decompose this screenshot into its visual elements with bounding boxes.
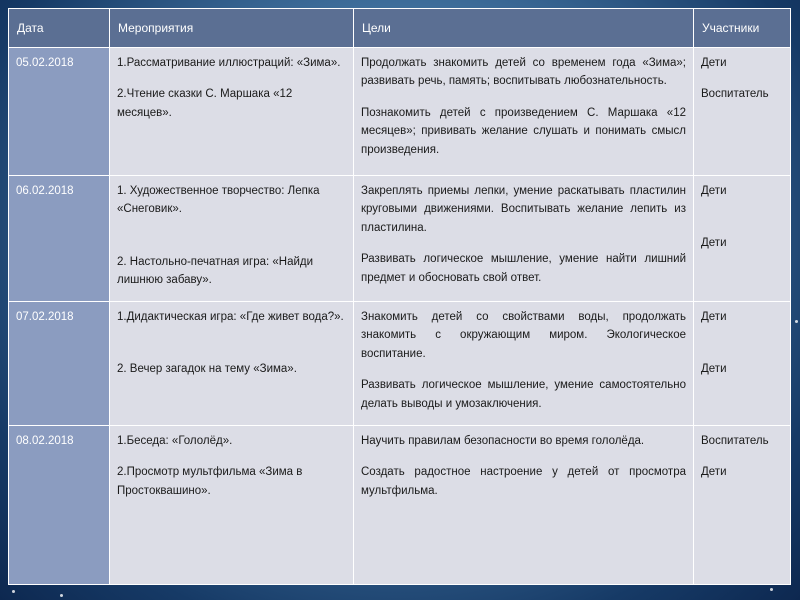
goal-item: Развивать логическое мышление, умение самостоятельно делать выводы и умозаключения.	[361, 379, 686, 410]
goal-item: Знакомить детей со свойствами воды, продолжать знакомить с окружающим миром. Экологическое воспитание.	[361, 311, 686, 360]
event-item: 1. Художественное творчество: Лепка «Снеговик».	[117, 185, 320, 216]
date-cell: 07.02.2018	[9, 302, 110, 426]
event-item: 1.Рассматривание иллюстраций: «Зима».	[117, 57, 341, 69]
participant-item: Дети	[701, 237, 727, 250]
participants-cell	[694, 426, 791, 585]
goal-item: Научить правилам безопасности во время гололёда.	[361, 435, 645, 447]
participant-item: Дети	[701, 311, 727, 323]
date-cell: 05.02.2018	[9, 48, 110, 176]
event-item: 2.Просмотр мультфильма «Зима в Простоквашино».	[117, 466, 303, 497]
participants-cell	[694, 176, 791, 302]
background-sparkle	[12, 590, 15, 593]
participant-item: Дети	[701, 185, 727, 197]
participant-item: Воспитатель	[701, 88, 769, 101]
schedule-table	[8, 8, 791, 585]
goal-item: Создать радостное настроение у детей от просмотра мультфильма.	[361, 466, 686, 497]
header-date: Дата	[9, 9, 110, 48]
event-item: 2. Настольно-печатная игра: «Найди лишнюю забаву».	[117, 255, 314, 287]
participant-item: Дети	[701, 363, 727, 376]
background-sparkle	[60, 594, 63, 597]
table-row	[9, 176, 791, 302]
participant-item: Дети	[701, 57, 727, 69]
background-sparkle	[795, 320, 798, 323]
goals-cell	[354, 48, 694, 176]
goal-item: Продолжать знакомить детей со временем года «Зима»; развивать речь, память; воспитывать любознательность.	[361, 57, 686, 88]
participant-item: Воспитатель	[701, 435, 769, 447]
events-cell	[110, 48, 354, 176]
goals-cell	[354, 176, 694, 302]
participant-item: Дети	[701, 466, 727, 479]
event-item: 1.Дидактическая игра: «Где живет вода?».	[117, 311, 344, 323]
goals-cell	[354, 302, 694, 426]
event-item: 1.Беседа: «Гололёд».	[117, 435, 233, 447]
header-goals: Цели	[354, 9, 694, 48]
events-cell	[110, 302, 354, 426]
goal-item: Развивать логическое мышление, умение найти лишний предмет и обосновать свой ответ.	[361, 253, 686, 284]
header-events: Мероприятия	[110, 9, 354, 48]
events-cell	[110, 176, 354, 302]
table-header-row	[9, 9, 791, 48]
header-participants: Участники	[694, 9, 791, 48]
events-cell	[110, 426, 354, 585]
event-item: 2. Вечер загадок на тему «Зима».	[117, 363, 297, 376]
participants-cell	[694, 48, 791, 176]
date-cell: 06.02.2018	[9, 176, 110, 302]
goal-item: Познакомить детей с произведением С. Маршака «12 месяцев»; прививать желание слушать и понимать смысл произведения.	[361, 106, 686, 156]
table-row	[9, 302, 791, 426]
date-cell: 08.02.2018	[9, 426, 110, 585]
event-item: 2.Чтение сказки С. Маршака «12 месяцев».	[117, 88, 293, 119]
goal-item: Закреплять приемы лепки, умение раскатывать пластилин круговыми движениями. Воспитывать желание лепить из пластилина.	[361, 185, 686, 234]
goals-cell	[354, 426, 694, 585]
table-row	[9, 426, 791, 585]
participants-cell	[694, 302, 791, 426]
table-row	[9, 48, 791, 176]
background-sparkle	[770, 588, 773, 591]
